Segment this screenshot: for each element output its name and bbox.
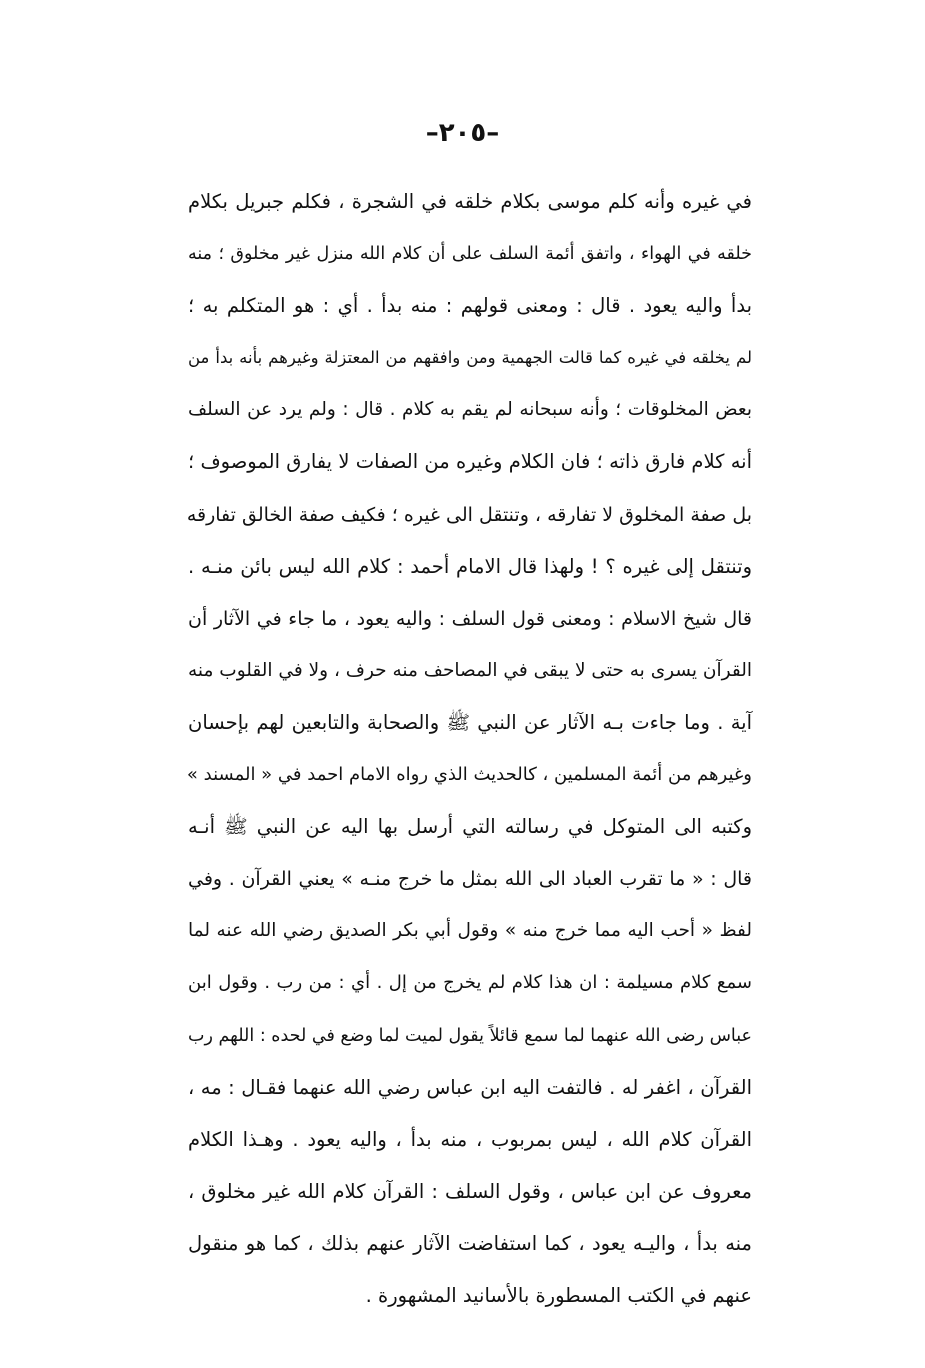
body-text — [188, 176, 752, 1322]
text-line: سمع كلام مسيلمة : ان هذا كلام لم يخرج من إل . أي : من رب . وقول ابن — [188, 972, 752, 994]
text-line: لم يخلقه في غيره كما قالت الجهمية ومن وافقهم من المعتزلة وغيرهم بأنه بدأ من — [188, 348, 752, 368]
text-line: بعض المخلوقات ؛ وأنه سبحانه لم يقم به كلام . قال : ولم يرد عن السلف — [188, 399, 752, 421]
text-line: القرآن ، اغفر له . فالتفت اليه ابن عباس رضي الله عنهما فقـال : مه ، — [188, 1075, 752, 1099]
text-line: قال : « ما تقرب العباد الى الله بمثل ما خرج منـه » يعني القرآن . وفي — [188, 868, 752, 891]
text-line: قال شيخ الاسلام : ومعنى قول السلف : واليه يعود ، ما جاء في الآثار أن — [188, 607, 752, 630]
text-line: أنه كلام فارق ذاته ؛ فان الكلام وغيره من الصفات لا يفارق الموصوف ؛ — [188, 450, 752, 474]
text-line: القرآن كلام الله ، ليس بمربوب ، منه بدأ ، واليه يعود . وهـذا الكلام — [188, 1127, 752, 1151]
text-line: عباس رضى الله عنهما لما سمع قائلاً يقول لميت لما وضع في لحده : اللهم رب — [188, 1025, 752, 1046]
text-line: معروف عن ابن عباس ، وقول السلف : القرآن كلام الله غير مخلوق ، — [188, 1179, 752, 1203]
text-line: بدأ واليه يعود . قال : ومعنى قولهم : منه بدأ . أي : هو المتكلم به ؛ — [188, 294, 752, 318]
text-line: آية . وما جاءت بـه الآثار عن النبي ﷺ والصحابة والتابعين لهم بإحسان — [188, 710, 752, 734]
text-line: وكتبه الى المتوكل في رسالته التي أرسل بها اليه عن النبي ﷺ أنـه — [188, 815, 752, 839]
text-line: خلقه في الهواء ، واتفق أئمة السلف على أن كلام الله منزل غير مخلوق ؛ منه — [188, 244, 752, 265]
text-line: وغيرهم من أئمة المسلمين ، كالحديث الذي رواه الامام احمد في « المسند » — [186, 764, 752, 786]
text-line-last: عنهم في الكتب المسطورة بالأسانيد المشهورة . — [365, 1283, 752, 1307]
text-line: في غيره وأنه كلم موسى بكلام خلقه في الشجرة ، فكلم جبريل بكلام — [188, 190, 752, 213]
text-line: القرآن يسرى به حتى لا يبقى في المصاحف منه حرف ، ولا في القلوب منه — [188, 659, 752, 681]
text-line: منه بدأ ، واليـه يعود ، كما استفاضت الآثار عنهم بذلك ، كما هو منقول — [188, 1231, 752, 1255]
page-number: –٢٠٥– — [425, 118, 500, 148]
text-line: لفظ « أحب اليه مما خرج منه » وقول أبي بكر الصديق رضي الله عنه لما — [188, 920, 752, 942]
text-line: بل صفة المخلوق لا تفارقه ، وتنتقل الى غيره ؛ فكيف صفة الخالق تفارقه — [186, 503, 752, 526]
text-line: وتنتقل إلى غيره ؟ ! ولهذا قال الامام أحمد : كلام الله ليس بائن منـه . — [188, 554, 752, 578]
